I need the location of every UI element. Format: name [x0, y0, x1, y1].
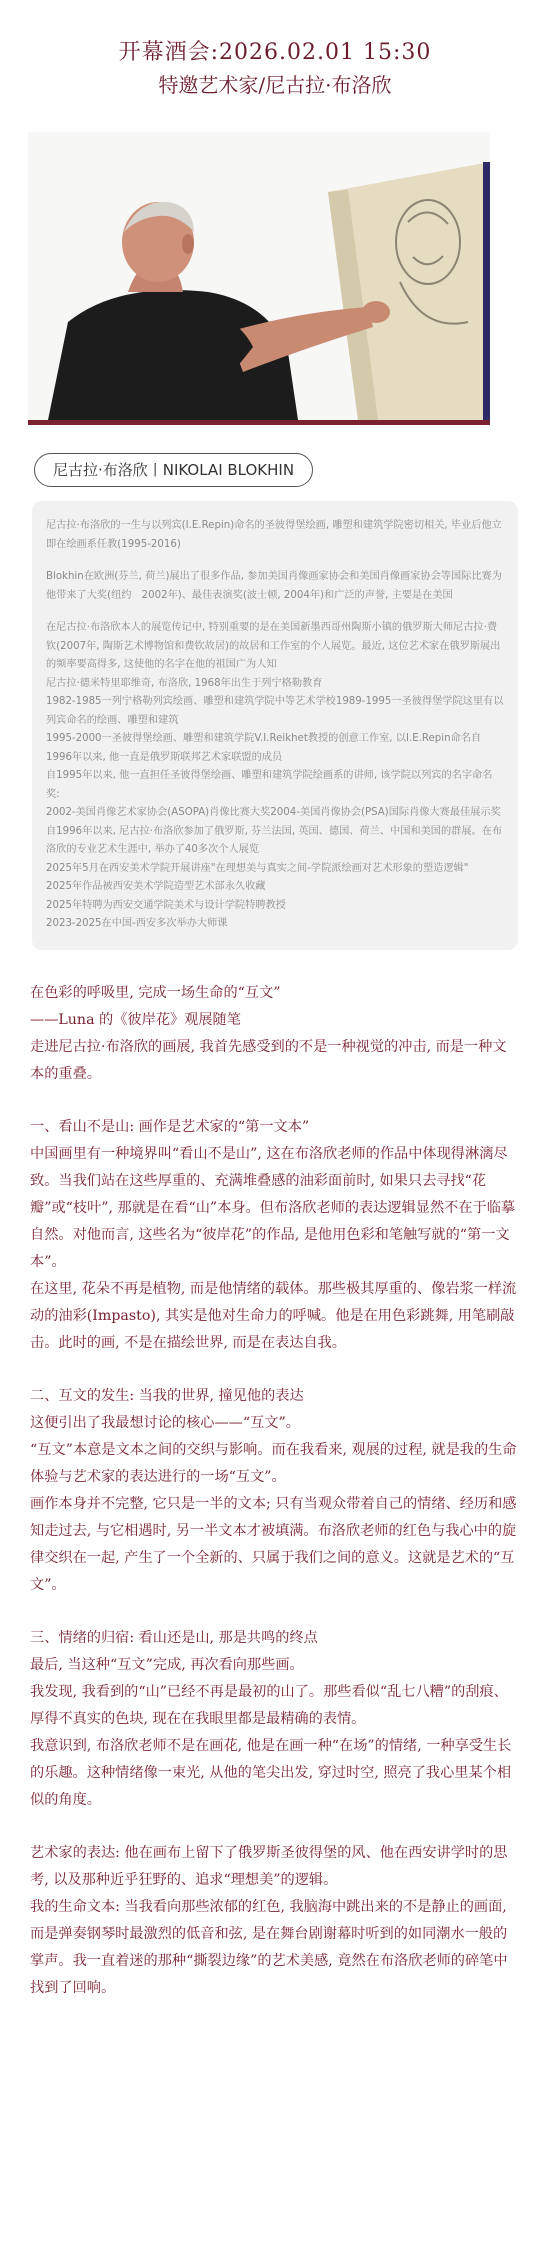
review-essay [30, 980, 520, 2002]
bio-line: 2025年作品被西安美术学院造型艺术部永久收藏 [46, 881, 266, 892]
bio-line: 1995-2000一圣彼得堡绘画、雕塑和建筑学院V.I.Reikhet教授的创意工作室, 以I.E.Repin命名自1996年以来, 他一直是俄罗斯联邦艺术家联盟的成员 [46, 733, 482, 763]
section-heading: 一、看山不是山: 画作是艺术家的“第一文本” [30, 1118, 310, 1135]
essay-paragraph: 我发现, 我看到的“山”已经不再是最初的山了。那些看似“乱七八糟”的刮痕、厚得不真实的色块, 现在在我眼里都是最精确的表情。 [30, 1683, 508, 1727]
essay-paragraph: 我意识到, 布洛欣老师不是在画花, 他是在画一种“在场”的情绪, 一种享受生长的乐趣。这种情绪像一束光, 从他的笔尖出发, 穿过时空, 照亮了我心里某个相似的角度。 [30, 1737, 512, 1808]
bio-line: 自1996年以来, 尼古拉·布洛欣参加了俄罗斯, 芬兰法国, 英国、德国、荷兰、中国和美国的群展。在布洛欣的专业艺术生涯中, 举办了40多次个人展览 [46, 825, 503, 855]
essay-paragraph: 中国画里有一种境界叫“看山不是山”, 这在布洛欣老师的作品中体现得淋漓尽致。当我们站在这些厚重的、充满堆叠感的油彩面前时, 如果只去寻找“花瓣”或“枝叶”, 那就是在看“山”本身。但布洛欣老师的表达逻辑显然不在于临摹自然。对他而言, 这些名为“彼岸花”的作品, 是他用色彩和笔触写就的“第一文本”。 [30, 1145, 516, 1270]
essay-paragraph: “互文”本意是文本之间的交织与影响。而在我看来, 观展的过程, 就是我的生命体验与艺术家的表达进行的一场“互文”。 [30, 1441, 517, 1485]
artist-name-badge: 尼古拉·布洛欣丨NIKOLAI BLOKHIN [34, 453, 313, 487]
bio-line: 尼古拉·德米特里耶维奇, 布洛欣, 1968年出生于列宁格勒教育 [46, 677, 323, 689]
bio-line: 2002-美国肖像艺术家协会(ASOPA)肖像比赛大奖2004-美国肖像协会(PSA)国际肖像大赛最佳展示奖 [46, 807, 501, 818]
essay-paragraph: 这便引出了我最想讨论的核心——“互文”。 [30, 1414, 300, 1431]
essay-paragraph: 在这里, 花朵不再是植物, 而是他情绪的载体。那些极其厚重的、像岩浆一样流动的油彩(Impasto), 其实是他对生命力的呼喊。他是在用色彩跳舞, 用笔刷敲击。此时的画, 不是在描绘世界, 而是在表达自我。 [30, 1280, 517, 1351]
essay-subtitle: ——Luna 的《彼岸花》观展随笔 [30, 1011, 241, 1028]
photo-divider [28, 420, 490, 425]
section-heading: 三、情绪的归宿: 看山还是山, 那是共鸣的终点 [30, 1629, 318, 1646]
artist-photo-illustration [28, 132, 490, 420]
bio-line: 自1995年以来, 他一直担任圣彼得堡绘画、雕塑和建筑学院绘画系的讲师, 该学院以列宾的名字命名奖: [46, 770, 493, 800]
essay-paragraph: 最后, 当这种“互文”完成, 再次看向那些画。 [30, 1656, 304, 1673]
artist-bio-card [32, 501, 518, 950]
bio-line: 2025年5月在西安美术学院开展讲座"在理想美与真实之间-学院派绘画对艺术形象的塑造逻辑" [46, 862, 469, 874]
essay-paragraph: 艺术家的表达: 他在画布上留下了俄罗斯圣彼得堡的风、他在西安讲学时的思考, 以及那种近乎狂野的、追求“理想美”的逻辑。 [30, 1844, 508, 1888]
section-heading: 二、互文的发生: 当我的世界, 撞见他的表达 [30, 1387, 304, 1404]
bio-paragraph: Blokhin在欧洲(芬兰, 荷兰)展出了很多作品, 参加美国肖像画家协会和美国肖像画家协会等国际比赛为他带来了大奖(纽约 2002年)、最佳表演奖(波士顿, 2004年)和广泛的声誉, 主要是在美国 [46, 571, 502, 601]
bio-line: 1982-1985一列宁格勒列宾绘画、雕塑和建筑学院中等艺术学校1989-1995一圣彼得堡学院这里有以列宾命名的绘画、雕塑和建筑 [46, 696, 504, 726]
essay-paragraph: 我的生命文本: 当我看向那些浓郁的红色, 我脑海中跳出来的不是静止的画面, 而是弹奏钢琴时最激烈的低音和弦, 是在舞台剧谢幕时听到的如同潮水一般的掌声。我一直着迷的那种“撕裂边缘”的艺术美感, 竟然在布洛欣老师的碎笔中找到了回响。 [30, 1898, 508, 1996]
bio-line: 在尼古拉·布洛欣本人的展览传记中, 特别重要的是在美国新墨西哥州陶斯小镇的俄罗斯大师尼古拉·费钦(2007年, 陶斯艺术博物馆和费钦故居)的故居和工作室的个人展览。最近, 这位艺术家在俄罗斯展出的频率要高得多, 这使他的名字在他的祖国广为人知 [46, 622, 501, 670]
event-header [0, 0, 550, 108]
artist-painting-photo [28, 132, 490, 420]
bio-line: 2025年特聘为西安交通学院美术与设计学院特聘教授 [46, 899, 286, 911]
essay-paragraph: 画作本身并不完整, 它只是一半的文本; 只有当观众带着自己的情绪、经历和感知走过去, 与它相遇时, 另一半文本才被填满。布洛欣老师的红色与我心中的旋律交织在一起, 产生了一个全新的、只属于我们之间的意义。这就是艺术的“互文”。 [30, 1495, 517, 1593]
essay-title: 在色彩的呼吸里, 完成一场生命的“互文” [30, 984, 281, 1001]
bio-line: 2023-2025在中国-西安多次举办大师课 [46, 918, 228, 929]
opening-reception-time: 开幕酒会:2026.02.01 15:30 [118, 40, 432, 65]
essay-paragraph: 走进尼古拉·布洛欣的画展, 我首先感受到的不是一种视觉的冲击, 而是一种文本的重叠。 [30, 1038, 507, 1082]
guest-artist-title: 特邀艺术家/尼古拉·布洛欣 [158, 73, 392, 97]
bio-paragraph: 尼古拉·布洛欣的一生与以列宾(I.E.Repin)命名的圣彼得堡绘画, 雕塑和建筑学院密切相关, 毕业后他立即在绘画系任教(1995-2016) [46, 520, 502, 550]
